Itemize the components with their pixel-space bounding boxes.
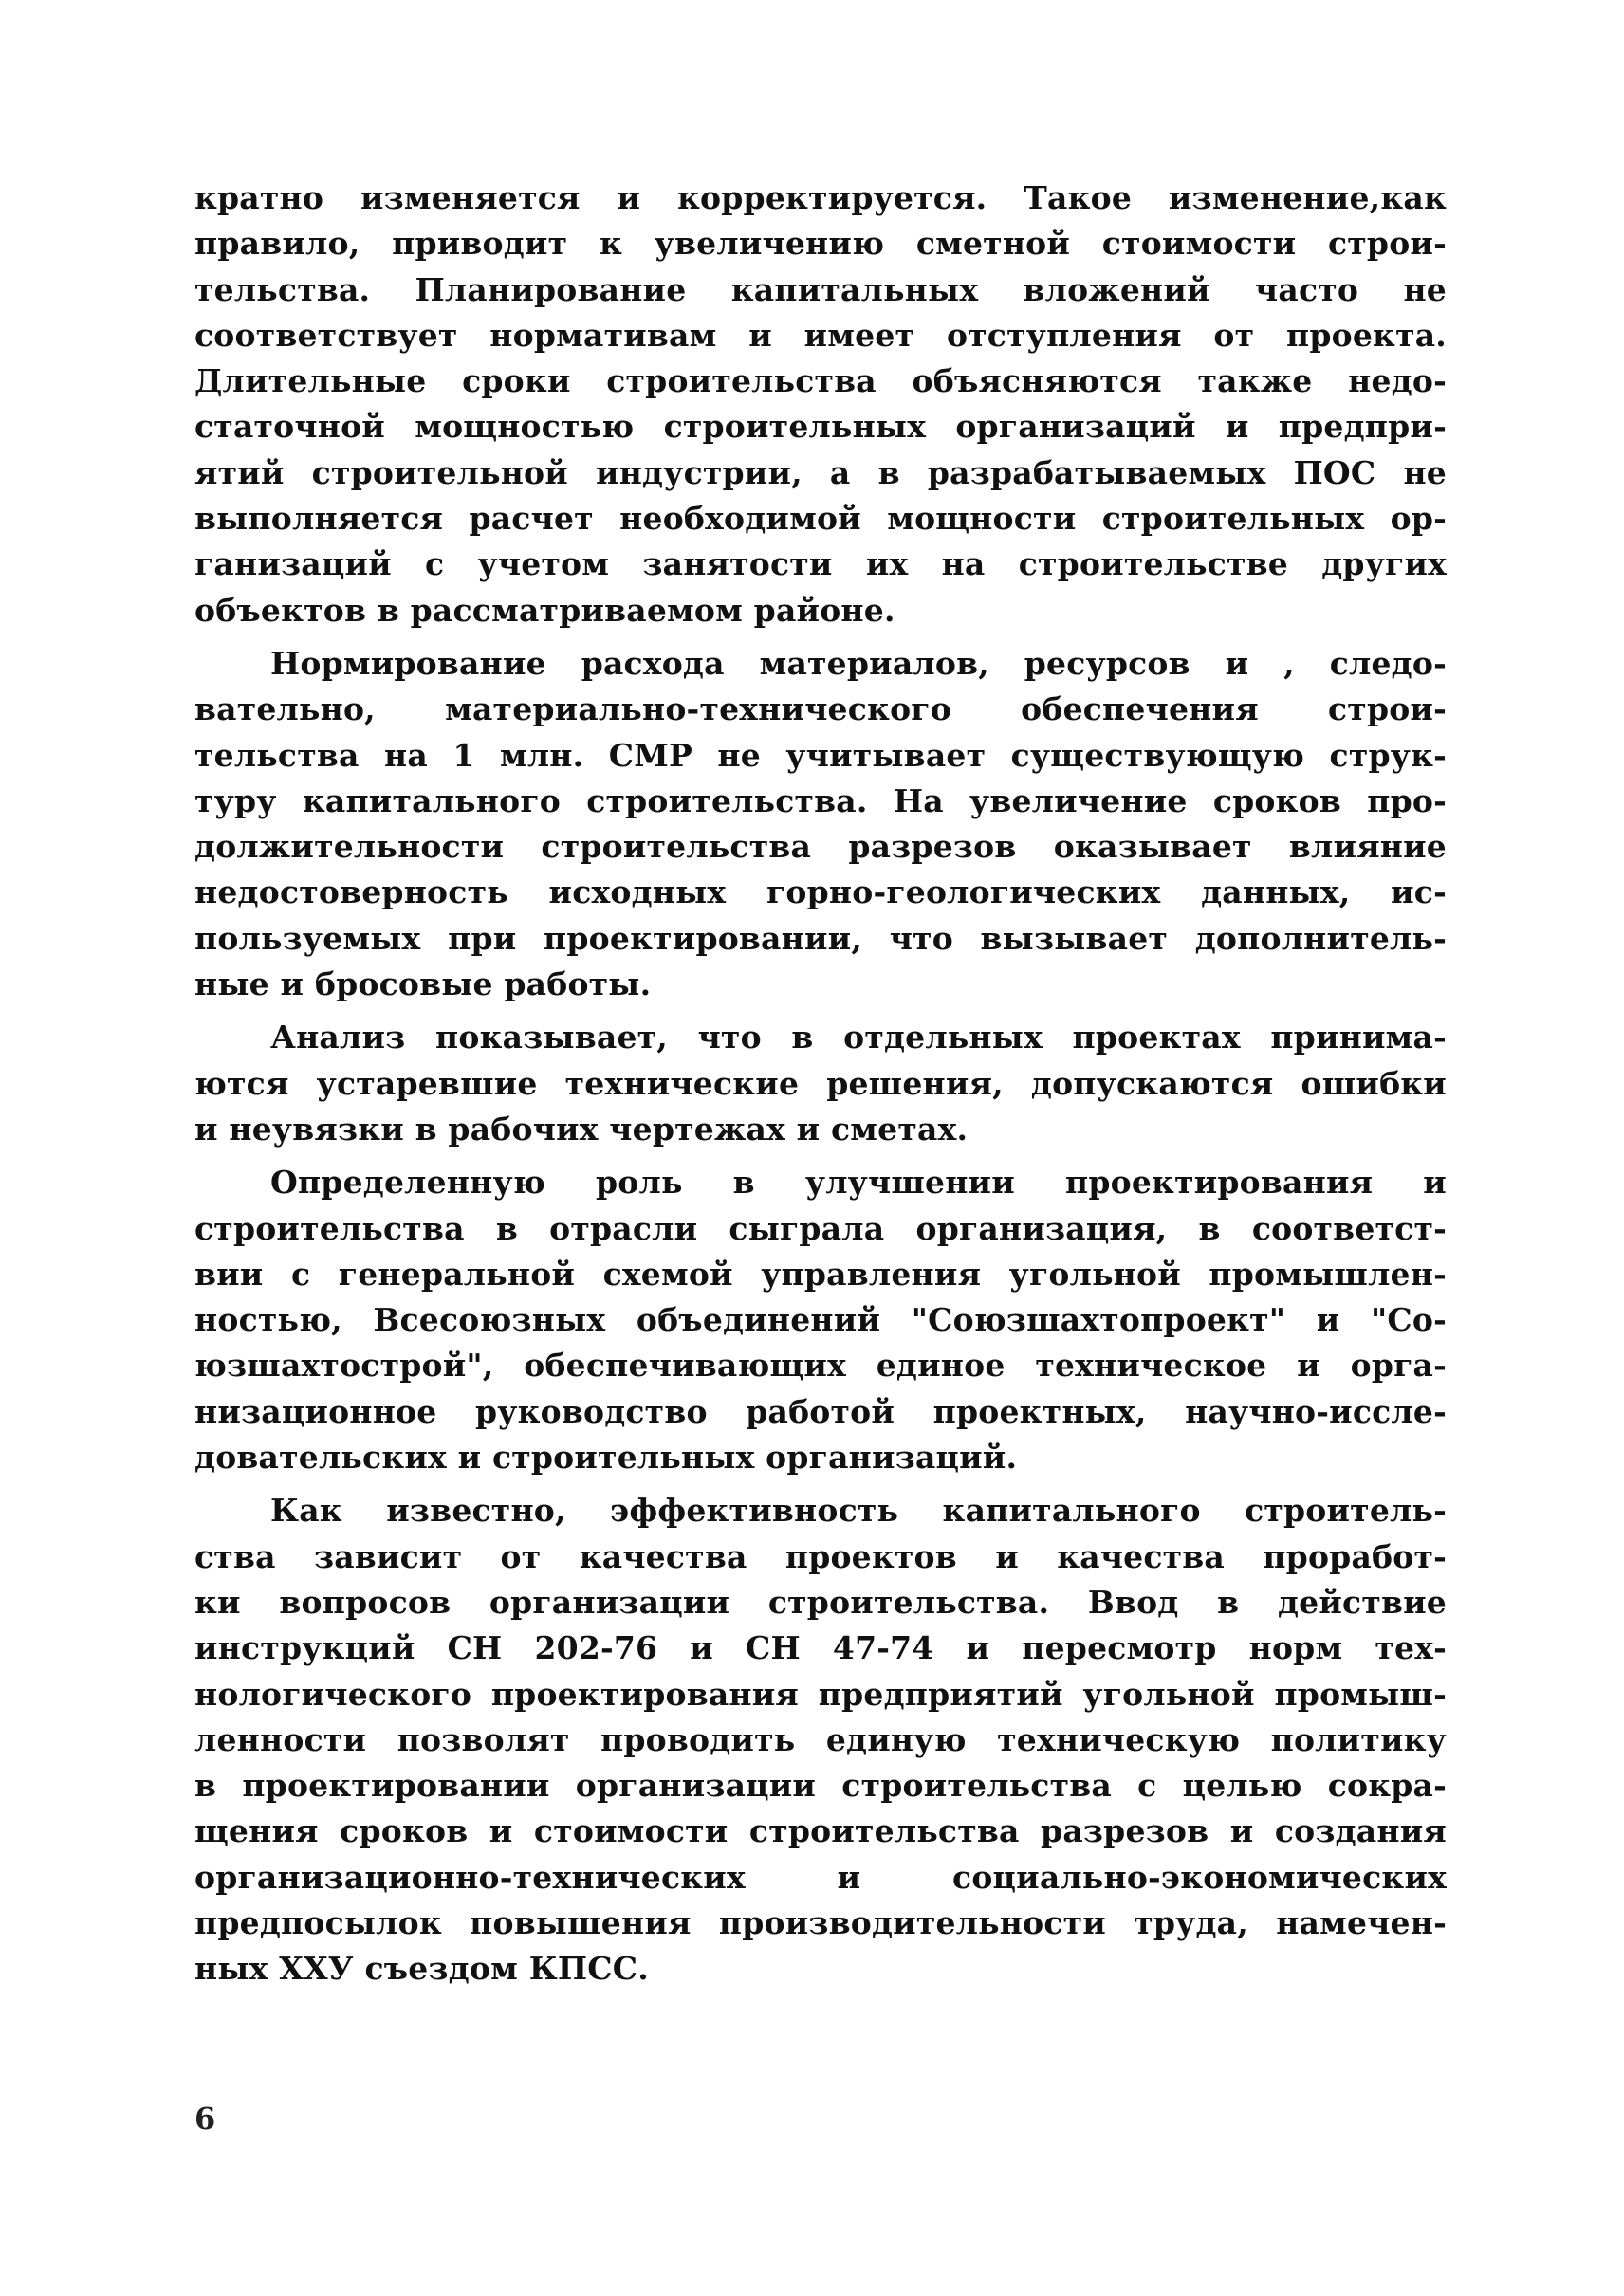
text-line: ства зависит от качества проектов и качества проработ-: [194, 1537, 1447, 1575]
body-text: [194, 175, 1447, 1993]
text-line: ленности позволят проводить единую техническую политику: [194, 1720, 1447, 1758]
paragraph-gap: [194, 1152, 1447, 1160]
paragraph: [194, 641, 1447, 1007]
text-line: Анализ показывает, что в отдельных проектах принима-: [270, 1019, 1447, 1056]
text-line: Как известно, эффективность капитального строитель-: [270, 1492, 1447, 1530]
text-line: пользуемых при проектировании, что вызывает дополнитель-: [194, 919, 1447, 957]
text-line: Нормирование расхода материалов, ресурсов и , следо-: [270, 644, 1447, 682]
text-line: Длительные сроки строительства объясняются также недо-: [194, 362, 1447, 400]
text-line: ятий строительной индустрии, а в разрабатываемых ПОС не: [194, 453, 1447, 491]
text-line: правило, приводит к увеличению сметной стоимости строи-: [194, 225, 1447, 263]
text-line: объектов в рассматриваемом районе.: [194, 591, 895, 629]
text-line: тельства. Планирование капитальных вложений часто не: [194, 270, 1447, 308]
text-line: Определенную роль в улучшении проектирования и: [270, 1164, 1447, 1202]
paragraph: [194, 1015, 1447, 1152]
text-line: ются устаревшие технические решения, допускаются ошибки: [194, 1064, 1447, 1102]
text-line: юзшахтострой", обеспечивающих единое техническое и орга-: [194, 1347, 1447, 1385]
paragraph-gap: [194, 1007, 1447, 1015]
text-line: довательских и строительных организаций.: [194, 1439, 1018, 1477]
text-line: должительности строительства разрезов оказывает влияние: [194, 828, 1447, 866]
text-line: организационно-технических и социально-экономических: [194, 1858, 1447, 1896]
text-line: инструкций СН 202-76 и СН 47-74 и пересмотр норм тех-: [194, 1629, 1447, 1667]
paragraph-gap: [194, 1480, 1447, 1488]
text-line: нологического проектирования предприятий угольной промыш-: [194, 1675, 1447, 1713]
text-line: кратно изменяется и корректируется. Такое изменение,как: [194, 179, 1447, 216]
text-line: низационное руководство работой проектных, научно-иссле-: [194, 1392, 1447, 1430]
paragraph-gap: [194, 634, 1447, 641]
text-line: и неувязки в рабочих чертежах и сметах.: [194, 1110, 969, 1148]
text-line: туру капитального строительства. На увеличение сроков про-: [194, 781, 1447, 819]
text-line: выполняется расчет необходимой мощности строительных ор-: [194, 500, 1447, 538]
text-line: недостоверность исходных горно-геологических данных, ис-: [194, 873, 1447, 911]
paragraph: [194, 1160, 1447, 1480]
text-line: ные и бросовые работы.: [194, 965, 652, 1003]
text-line: щения сроков и стоимости строительства разрезов и создания: [194, 1812, 1447, 1850]
text-line: строительства в отрасли сыграла организация, в соответст-: [194, 1209, 1447, 1247]
text-line: вательно, материально-технического обеспечения строи-: [194, 690, 1447, 728]
text-line: вии с генеральной схемой управления угольной промышлен-: [194, 1255, 1447, 1293]
paragraph: [194, 1488, 1447, 1992]
paragraph: [194, 175, 1447, 634]
text-line: предпосылок повышения производительности труда, намечен-: [194, 1903, 1447, 1941]
page-number: 6: [194, 2101, 216, 2137]
text-line: ных XXУ съездом КПСС.: [194, 1950, 649, 1988]
text-line: соответствует нормативам и имеет отступления от проекта.: [194, 316, 1447, 354]
text-line: ки вопросов организации строительства. Ввод в действие: [194, 1583, 1447, 1621]
text-line: ностью, Всесоюзных объединений "Союзшахтопроект" и "Со-: [194, 1301, 1447, 1339]
text-line: ганизаций с учетом занятости их на строительстве других: [194, 545, 1447, 583]
text-line: статочной мощностью строительных организаций и предпри-: [194, 408, 1447, 446]
text-line: в проектировании организации строительства с целью сокра-: [194, 1767, 1447, 1805]
text-line: тельства на 1 млн. СМР не учитывает существующую струк-: [194, 736, 1447, 774]
